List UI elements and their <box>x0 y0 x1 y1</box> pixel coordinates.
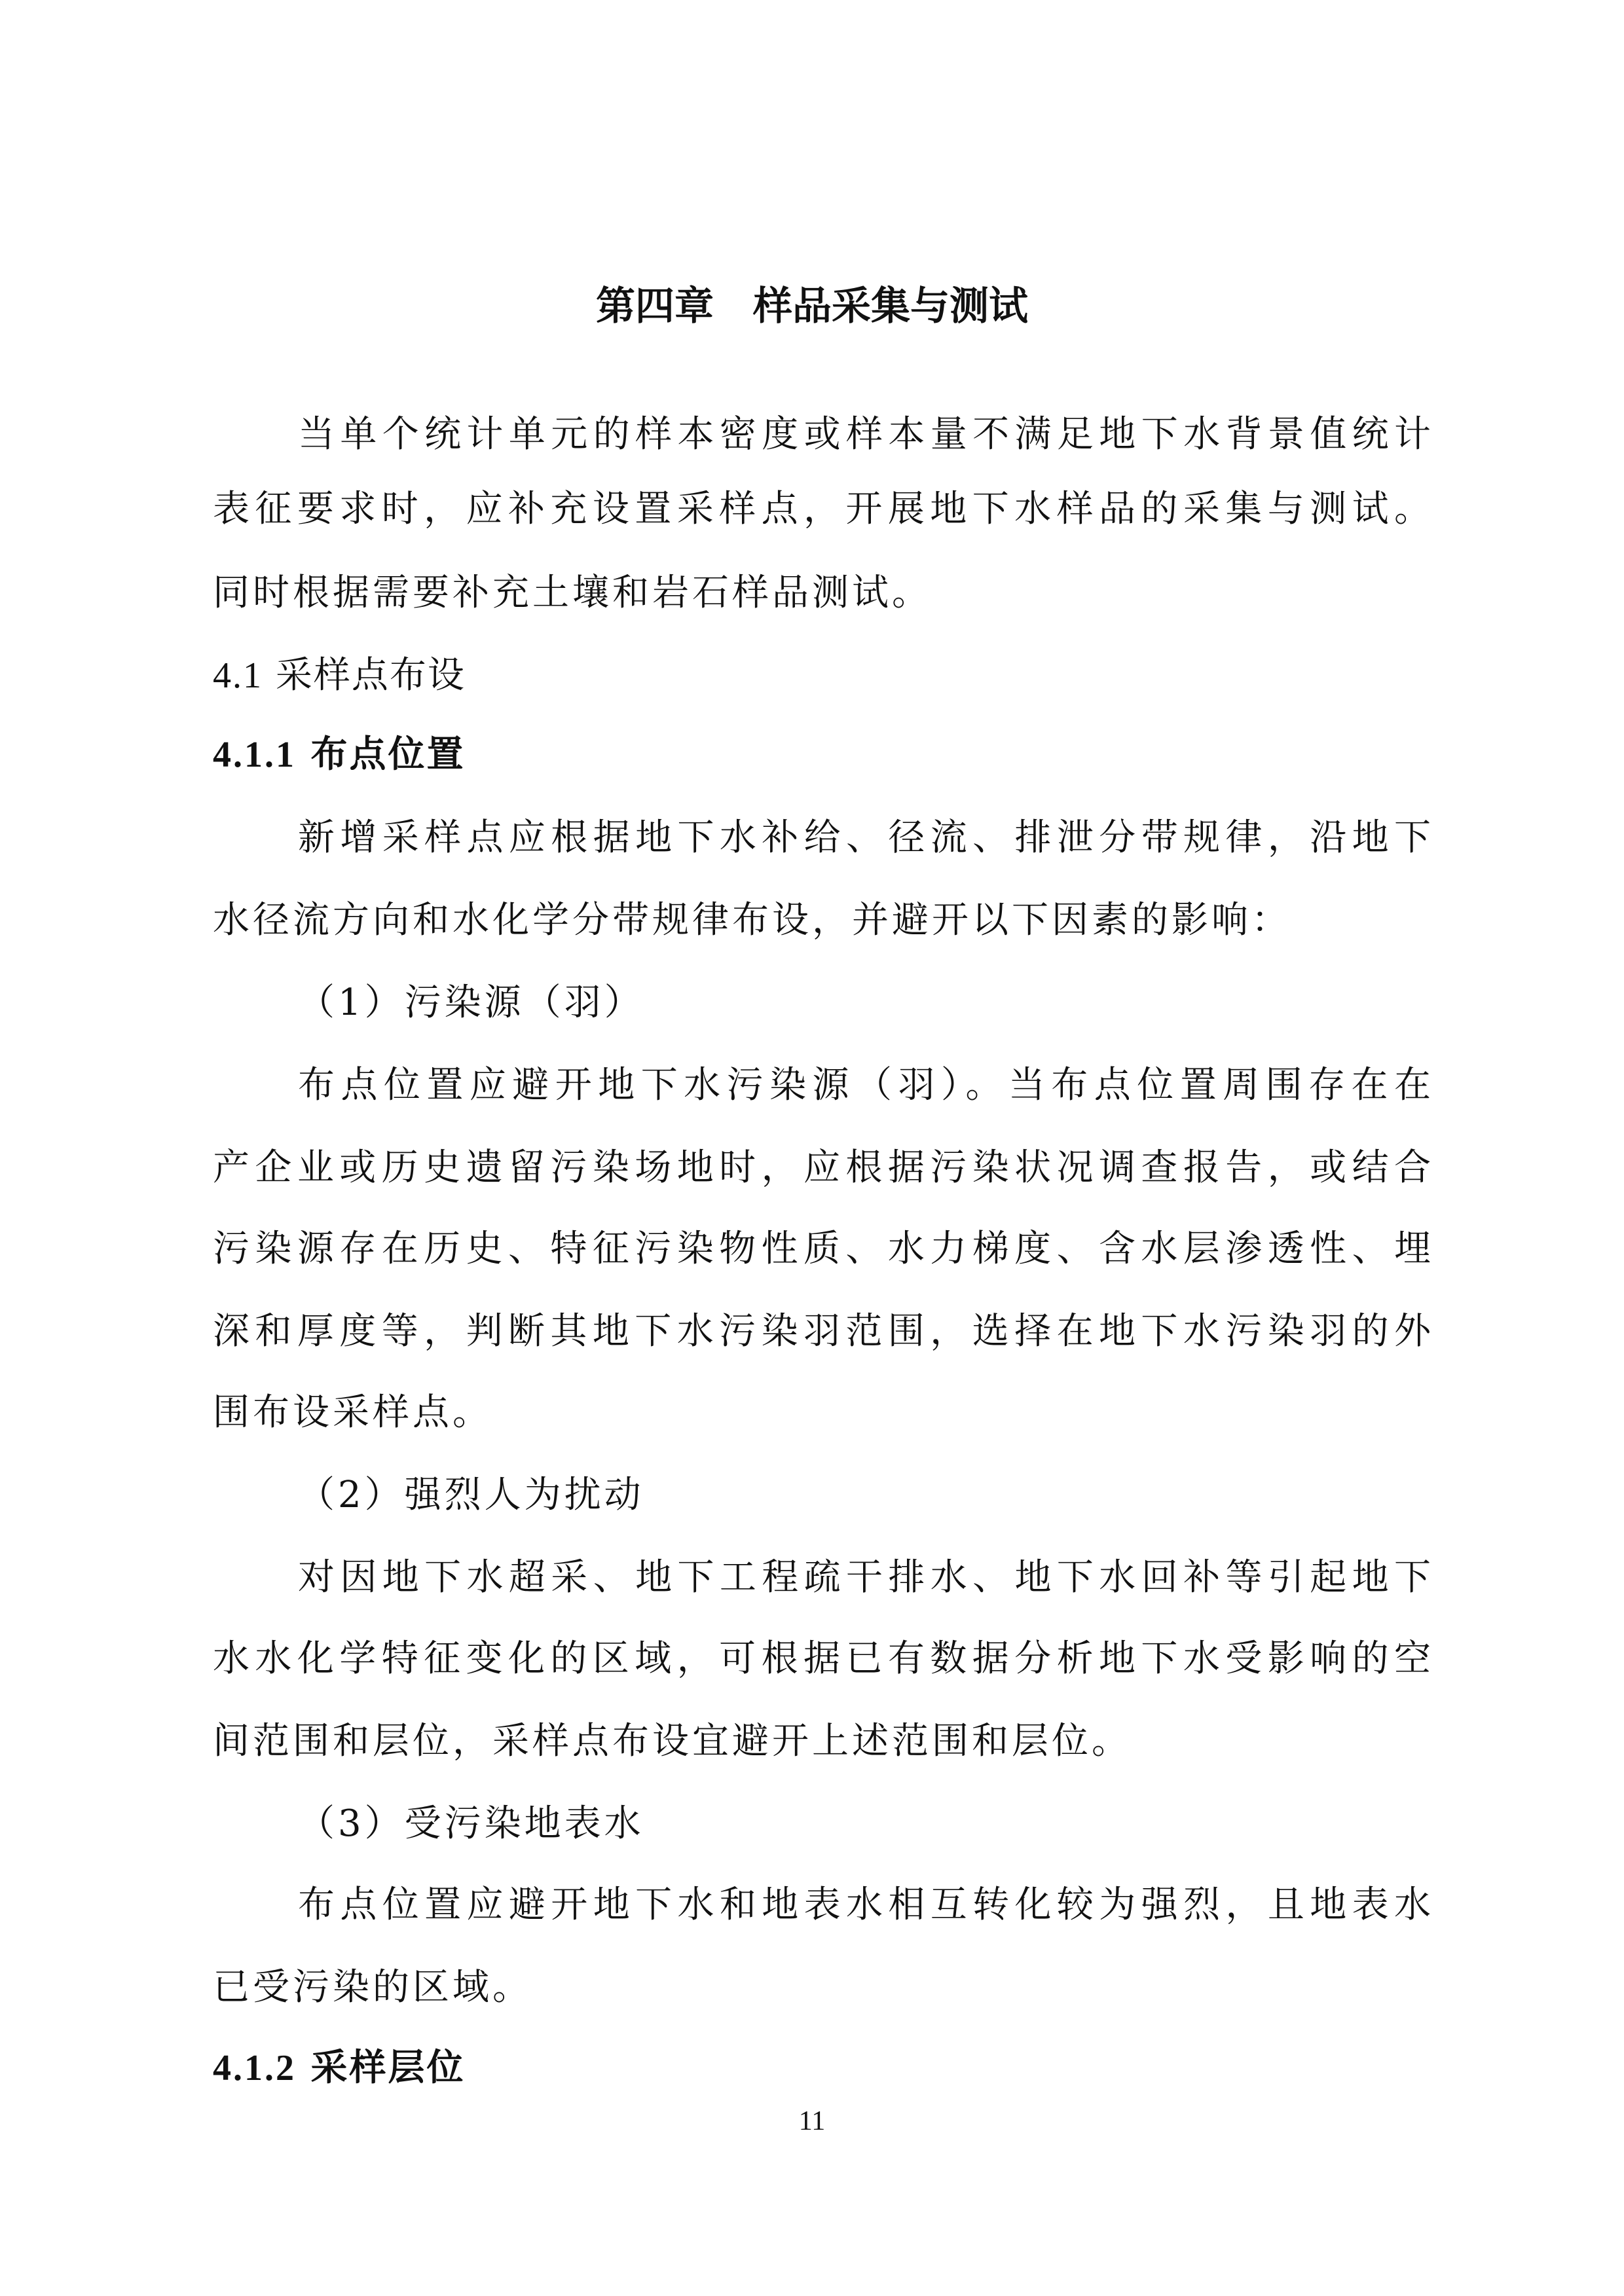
item-2-line-1: 对因地下水超采、地下工程疏干排水、地下水回补等引起地下 <box>298 1556 1431 1599</box>
item-2-line-2: 水水化学特征变化的区域，可根据已有数据分析地下水受影响的空 <box>213 1637 1431 1680</box>
item-1-line-5: 围布设采样点。 <box>213 1391 492 1434</box>
item-3-line-1: 布点位置应避开地下水和地表水相互转化较为强烈，且地表水 <box>298 1884 1431 1926</box>
section-title: 采样层位 <box>310 2046 466 2089</box>
item-2-line-3: 间范围和层位，采样点布设宜避开上述范围和层位。 <box>213 1720 1132 1762</box>
page-number: 11 <box>798 2106 826 2136</box>
section-heading-4-1 <box>213 649 1431 702</box>
para-1-line-2: 水径流方向和水化学分带规律布设，并避开以下因素的影响： <box>213 899 1291 941</box>
item-1-line-2: 产企业或历史遗留污染场地时，应根据污染状况调查报告，或结合 <box>213 1146 1431 1189</box>
item-1-line-1: 布点位置应避开地下水污染源（羽）。当布点位置周围存在在 <box>298 1064 1431 1106</box>
chapter-title: 第四章 样品采集与测试 <box>596 283 1028 329</box>
item-1-title: （1）污染源（羽） <box>298 981 644 1024</box>
item-3-title: （3）受污染地表水 <box>298 1802 644 1845</box>
section-number: 4.1.1 <box>213 735 296 775</box>
item-2-title: （2）强烈人为扰动 <box>298 1474 644 1516</box>
section-number: 4.1.2 <box>213 2048 296 2088</box>
section-number: 4.1 <box>213 655 263 696</box>
item-1-line-4: 深和厚度等，判断其地下水污染羽范围，选择在地下水污染羽的外 <box>213 1310 1431 1353</box>
section-heading-4-1-1 <box>213 728 1431 781</box>
item-3-line-2: 已受污染的区域。 <box>213 1966 532 2009</box>
intro-line-1: 当单个统计单元的样本密度或样本量不满足地下水背景值统计 <box>298 413 1431 456</box>
intro-line-2: 表征要求时，应补充设置采样点，开展地下水样品的采集与测试。 <box>213 488 1431 530</box>
section-title: 布点位置 <box>310 733 466 776</box>
item-1-line-3: 污染源存在历史、特征污染物性质、水力梯度、含水层渗透性、埋 <box>213 1228 1431 1270</box>
para-1-line-1: 新增采样点应根据地下水补给、径流、排泄分带规律，沿地下 <box>298 816 1431 859</box>
section-title: 采样点布设 <box>275 654 466 697</box>
intro-line-3: 同时根据需要补充土壤和岩石样品测试。 <box>213 572 932 614</box>
section-heading-4-1-2 <box>213 2041 1431 2094</box>
